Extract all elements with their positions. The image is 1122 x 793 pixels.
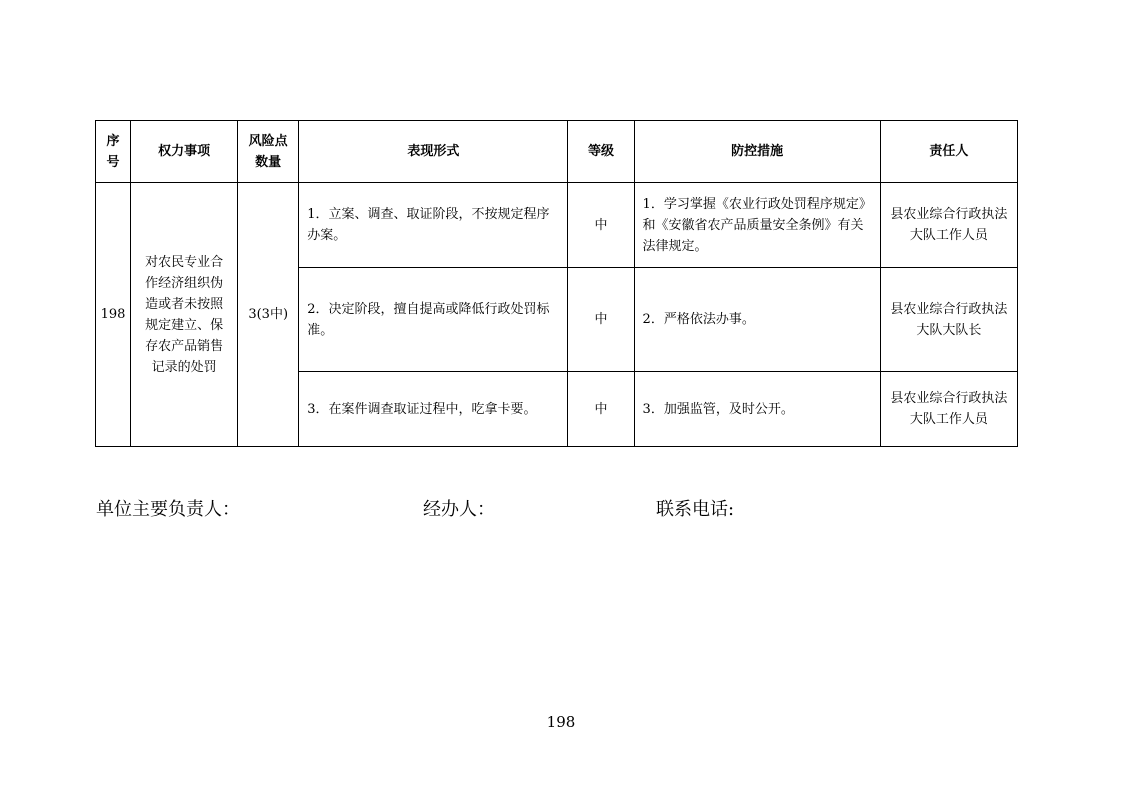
header-item: 权力事项 bbox=[131, 121, 238, 183]
table-header-row bbox=[96, 121, 1018, 183]
principal-signature-label: 单位主要负责人： bbox=[96, 499, 240, 520]
cell-risk-count: 3(3中) bbox=[238, 183, 299, 447]
table-row bbox=[96, 183, 1018, 268]
cell-level: 中 bbox=[568, 183, 634, 268]
cell-power-item: 对农民专业合作经济组织伪造或者未按照规定建立、保存农产品销售记录的处罚 bbox=[131, 183, 238, 447]
cell-level: 中 bbox=[568, 268, 634, 372]
cell-control: 3．加强监管，及时公开。 bbox=[634, 372, 880, 447]
cell-control: 1．学习掌握《农业行政处罚程序规定》和《安徽省农产品质量安全条例》有关法律规定。 bbox=[634, 183, 880, 268]
cell-form: 3．在案件调查取证过程中，吃拿卡要。 bbox=[299, 372, 568, 447]
cell-form: 2．决定阶段，擅自提高或降低行政处罚标准。 bbox=[299, 268, 568, 372]
header-risk-count: 风险点数量 bbox=[238, 121, 299, 183]
header-control: 防控措施 bbox=[634, 121, 880, 183]
cell-responsible: 县农业综合行政执法大队工作人员 bbox=[880, 183, 1017, 268]
cell-responsible: 县农业综合行政执法大队工作人员 bbox=[880, 372, 1017, 447]
cell-responsible: 县农业综合行政执法大队大队长 bbox=[880, 268, 1017, 372]
header-level: 等级 bbox=[568, 121, 634, 183]
cell-seq: 198 bbox=[96, 183, 131, 447]
contact-phone-label: 联系电话: bbox=[656, 499, 735, 520]
cell-level: 中 bbox=[568, 372, 634, 447]
header-responsible: 责任人 bbox=[880, 121, 1017, 183]
header-form: 表现形式 bbox=[299, 121, 568, 183]
cell-form: 1．立案、调查、取证阶段，不按规定程序办案。 bbox=[299, 183, 568, 268]
handler-signature-label: 经办人： bbox=[423, 499, 495, 520]
risk-control-table bbox=[95, 120, 1018, 447]
cell-control: 2．严格依法办事。 bbox=[634, 268, 880, 372]
header-seq: 序号 bbox=[96, 121, 131, 183]
page-number: 198 bbox=[546, 713, 576, 731]
